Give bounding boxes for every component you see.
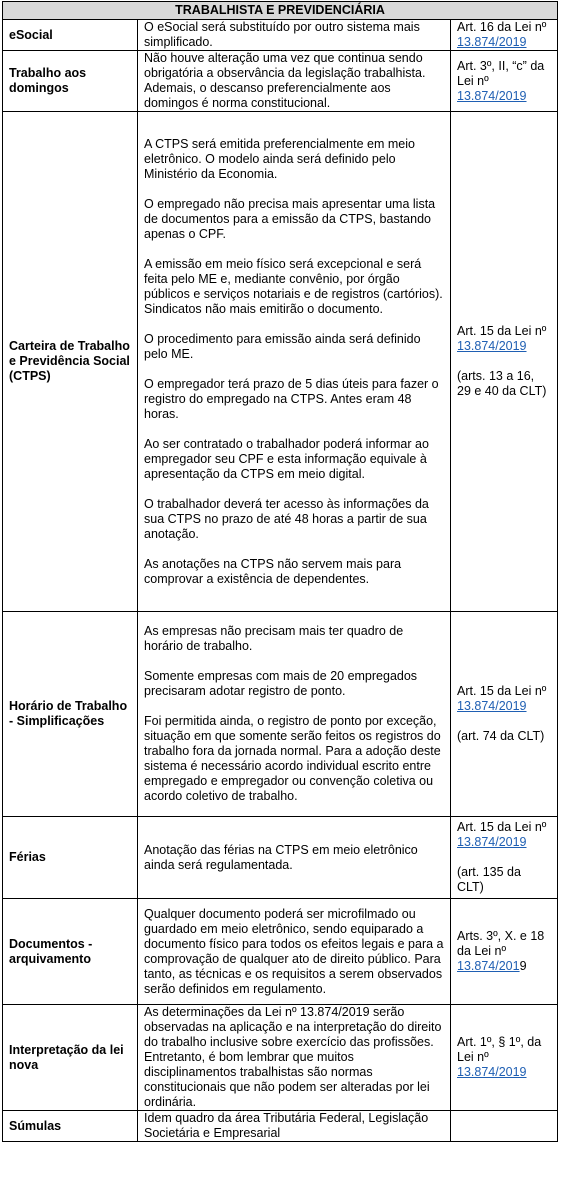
description-paragraph: O empregador terá prazo de 5 dias úteis para fazer o registro do empregado na CTPS. Antes eram 48 horas.	[144, 376, 439, 421]
reference-text	[457, 929, 551, 974]
row-topic: Carteira de Trabalho e Previdência Social (CTPS)	[3, 112, 138, 612]
row-topic: eSocial	[3, 20, 138, 51]
row-legal-reference	[451, 1005, 558, 1111]
row-legal-reference	[451, 20, 558, 51]
clt-reference-note: (art. 74 da CLT)	[457, 729, 545, 743]
table-row	[3, 612, 558, 817]
row-description	[138, 899, 451, 1005]
description-paragraph: O trabalhador deverá ter acesso às informações da sua CTPS no prazo de até 48 horas a partir de sua anotação.	[144, 496, 429, 541]
law-link[interactable]: 13.874/201	[457, 959, 520, 973]
reference-text	[457, 20, 551, 50]
table-row	[3, 20, 558, 51]
law-link[interactable]: 13.874/2019	[457, 339, 527, 353]
row-legal-reference	[451, 1111, 558, 1142]
row-topic: Documentos - arquivamento	[3, 899, 138, 1005]
clt-reference-note: (arts. 13 a 16, 29 e 40 da CLT)	[457, 369, 547, 398]
description-paragraph: As determinações da Lei nº 13.874/2019 serão observadas na aplicação e na interpretação do direito do trabalho inclusive sobre exercício das profissões. Entretanto, é bom lembrar que muitos disciplinamentos trabalhistas são normas constitucionais que não podem ser alteradas por lei ordinária.	[144, 1005, 442, 1109]
row-legal-reference	[451, 112, 558, 612]
reference-prefix: Arts. 3º, X. e 18 da Lei nº	[457, 929, 545, 958]
description-paragraph: Anotação das férias na CTPS em meio eletrônico ainda será regulamentada.	[144, 842, 418, 872]
row-topic: Férias	[3, 817, 138, 899]
row-legal-reference	[451, 899, 558, 1005]
description-paragraph: O eSocial será substituído por outro sistema mais simplificado.	[144, 20, 420, 49]
description-paragraph: Ao ser contratado o trabalhador poderá informar ao empregador seu CPF e esta informação equivale à apresentação da CTPS em meio digital.	[144, 436, 429, 481]
table-row	[3, 1005, 558, 1111]
row-topic: Súmulas	[3, 1111, 138, 1142]
legislation-table	[2, 1, 558, 1142]
reference-prefix: Art. 16 da Lei nº	[457, 20, 547, 34]
row-legal-reference	[451, 817, 558, 899]
reference-prefix: Art. 15 da Lei nº	[457, 324, 547, 338]
table-row	[3, 899, 558, 1005]
reference-text	[457, 59, 551, 104]
row-description	[138, 112, 451, 612]
law-link[interactable]: 13.874/2019	[457, 88, 527, 103]
description-paragraph: Idem quadro da área Tributária Federal, Legislação Societária e Empresarial	[144, 1111, 429, 1140]
table-row	[3, 817, 558, 899]
reference-suffix: 9	[519, 959, 527, 973]
description-paragraph: O empregado não precisa mais apresentar uma lista de documentos para a emissão da CTPS, bastando apenas o CPF.	[144, 196, 436, 241]
reference-prefix: Art. 15 da Lei nº	[457, 820, 547, 834]
table-row	[3, 1111, 558, 1142]
table-title: TRABALHISTA E PREVIDENCIÁRIA	[3, 2, 558, 20]
row-description	[138, 20, 451, 51]
reference-prefix: Art. 15 da Lei nº	[457, 684, 547, 698]
description-paragraph: A CTPS será emitida preferencialmente em meio eletrônico. O modelo ainda será definido pelo Ministério da Economia.	[144, 136, 415, 181]
description-paragraph: As empresas não precisam mais ter quadro de horário de trabalho.	[144, 624, 404, 653]
description-paragraph: Não houve alteração uma vez que continua sendo obrigatória a observância da legislação trabalhista. Ademais, o descanso preferencialmente aos domingos é norma constitucional.	[144, 51, 426, 110]
law-link[interactable]: 13.874/2019	[457, 35, 527, 49]
table-row	[3, 112, 558, 612]
description-paragraph: Qualquer documento poderá ser microfilmado ou guardado em meio eletrônico, sendo equiparado a documento físico para todos os efeitos legais e para a comprovação de qualquer ato de direito público. Para tanto, as técnicas e os requisitos a serem observados serão definidos em regulamento.	[144, 906, 444, 996]
row-topic: Interpretação da lei nova	[3, 1005, 138, 1111]
description-paragraph: Foi permitida ainda, o registro de ponto por exceção, situação em que somente serão feitos os registros do trabalho fora da jornada normal. Para a adoção deste sistema é necessário acordo individual escrito entre empregado e empregador ou convenção coletiva ou acordo coletivo de trabalho.	[144, 714, 441, 803]
law-link[interactable]: 13.874/2019	[457, 835, 527, 849]
description-paragraph: A emissão em meio físico será excepcional e será feita pelo ME e, mediante convênio, por órgão públicos e serviços notariais e de registros (cartórios). Sindicatos não mais emitirão o documento.	[144, 256, 443, 316]
law-link[interactable]: 13.874/2019	[457, 1065, 527, 1079]
reference-text	[457, 820, 551, 850]
row-legal-reference	[451, 51, 558, 112]
description-paragraph: Somente empresas com mais de 20 empregados precisaram adotar registro de ponto.	[144, 669, 418, 698]
description-paragraph: O procedimento para emissão ainda será definido pelo ME.	[144, 331, 421, 361]
row-description	[138, 51, 451, 112]
reference-text	[457, 684, 551, 714]
row-legal-reference	[451, 612, 558, 817]
row-description	[138, 1005, 451, 1111]
clt-reference-note: (art. 135 da CLT)	[457, 865, 521, 894]
description-paragraph: As anotações na CTPS não servem mais para comprovar a existência de dependentes.	[144, 556, 402, 586]
row-description	[138, 817, 451, 899]
reference-prefix: Art. 3º, II, “c” da Lei nº	[457, 58, 545, 88]
row-description	[138, 612, 451, 817]
row-topic: Horário de Trabalho - Simplificações	[3, 612, 138, 817]
row-description	[138, 1111, 451, 1142]
law-link[interactable]: 13.874/2019	[457, 699, 527, 713]
table-row	[3, 51, 558, 112]
reference-text	[457, 324, 551, 354]
row-topic: Trabalho aos domingos	[3, 51, 138, 112]
reference-prefix: Art. 1º, § 1º, da Lei nº	[457, 1035, 542, 1064]
reference-text	[457, 1035, 551, 1080]
